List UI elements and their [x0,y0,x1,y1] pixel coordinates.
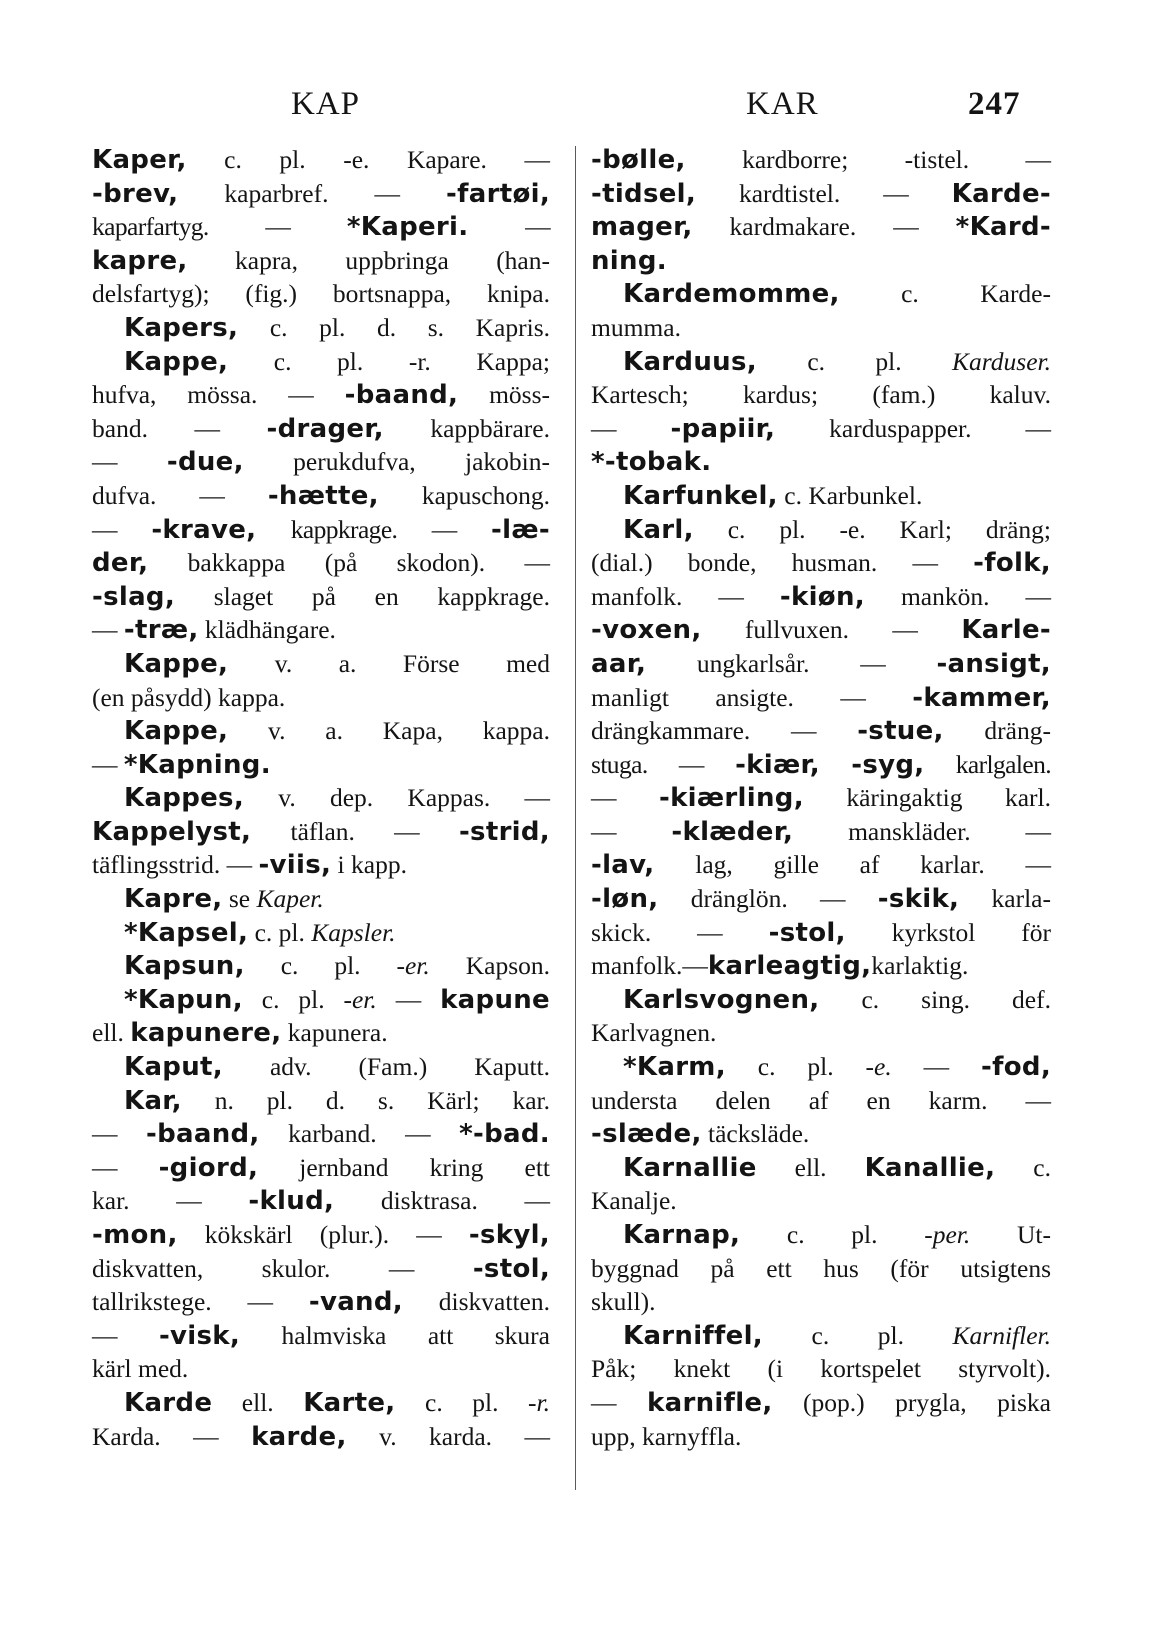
definition-text: Kanalje. [591,1186,677,1216]
headword: ning. [591,245,667,276]
entry-line [92,1285,550,1319]
headword: -fartøi, [446,178,550,209]
headword: Kaput, [124,1052,223,1083]
entry-line [92,143,550,177]
definition-text: — [891,1052,982,1082]
entry-line [591,882,1051,916]
definition-text: — [376,984,441,1014]
italic-text: Karduser. [952,346,1051,376]
definition-text: perukdufva, jakobin- [243,447,550,477]
definition-text: bakkappa (på skodon). — [148,548,550,578]
definition-text: — [92,514,152,544]
headword: der, [92,548,149,579]
headword: -klæder, [671,816,794,847]
italic-text: Karnifler. [952,1320,1051,1350]
headword: -fod, [981,1052,1051,1083]
headword: -træ, [123,615,199,646]
italic-text: -per. [924,1220,971,1249]
definition-text: byggnad på ett hus (för utsigtens [591,1253,1051,1283]
definition-text: upp, karnyffla. [591,1421,742,1451]
definition-text: c. pl. [248,917,312,947]
definition-text: kökskärl (plur.). — [177,1220,469,1249]
definition-text: c. sing. def. [819,984,1051,1014]
headword: Karnap, [623,1220,741,1250]
definition-text: manligt ansigte. — [591,682,913,712]
headword: -kiærling, [658,783,804,814]
definition-text: diskvatten. [402,1287,550,1317]
headword: Kappe, [124,716,229,747]
entry-line [591,345,1051,379]
italic-text: -e. [865,1052,892,1082]
definition-text: ell. [92,1018,131,1048]
definition-text: c. pl. [740,1220,925,1249]
headword: *-tobak. [591,447,712,478]
headword: kapre, [92,245,188,276]
entry-line [591,983,1051,1017]
headword: *Karm, [623,1052,726,1083]
entry-line [92,949,550,983]
headword: Karfunkel, [623,480,778,511]
entry-line [591,311,1051,345]
entry-line [591,1016,1051,1050]
entry-line [92,882,550,916]
entry-line [92,445,550,479]
entry-line [591,1252,1051,1286]
headword: -kiær, [735,749,820,780]
definition-text: Karlvagnen. [591,1018,717,1048]
right-column [591,143,1051,1453]
entry-line [591,378,1051,412]
headword: -stol, [768,917,846,948]
headword: -stue, [857,716,944,747]
headword: *Kapning. [123,749,271,780]
definition-text: v. karda. — [346,1421,550,1451]
definition-text: — [92,1320,159,1350]
entry-line [591,1184,1051,1218]
entry-line [92,983,550,1017]
headword: Karl, [623,514,694,545]
entry-line [92,647,550,681]
headword: karde, [251,1421,347,1452]
definition-text: ell. [212,1387,304,1417]
definition-text: v. a. Kapa, kappa. [228,716,550,746]
entry-line [591,244,1051,278]
italic-text: Kaper. [256,884,324,914]
entry-line [92,613,550,647]
headword: -klud, [248,1186,335,1217]
definition-text: — [92,1152,159,1182]
definition-text: kärl med. [92,1354,189,1384]
headword: aar, [591,648,647,679]
entry-line [591,1285,1051,1319]
entry-line [591,815,1051,849]
definition-text: mumma. [591,312,681,342]
entry-line [92,1184,550,1218]
definition-text: fullvuxen. — [701,615,962,645]
entry-line [92,781,550,815]
definition-text: c. [995,1152,1051,1182]
definition-text: mankön. — [864,581,1051,611]
entry-line [92,1218,550,1252]
definition-text: c. pl. -r. Kappa; [228,346,550,376]
entry-line [591,1319,1051,1353]
entry-line [92,546,550,580]
definition-text: dränglön. — [658,884,878,914]
definition-text: klädhängare. [198,615,336,645]
headword: Kappe, [124,648,229,679]
entry-line [92,1050,550,1084]
entry-line [92,277,550,311]
definition-text: manfolk. — [591,581,780,611]
entry-line [92,412,550,446]
definition-text: dräng- [943,716,1051,746]
entry-line [591,916,1051,950]
definition-text: v. a. Förse med [228,648,550,678]
headword: Kapre, [124,884,223,915]
entry-line [591,1386,1051,1420]
headword: Kar, [124,1085,182,1116]
headword: Kapsun, [124,951,245,982]
entry-line [591,848,1051,882]
entry-line [92,1151,550,1185]
entry-line [591,1420,1051,1454]
entry-line [92,1252,550,1286]
entry-line [92,479,550,513]
entry-line [591,546,1051,580]
italic-text: -er. [343,984,377,1014]
entry-line [591,1218,1051,1252]
entry-line [92,177,550,211]
headword: -strid, [458,816,550,847]
definition-text: — [92,749,124,779]
headword: kapune [440,984,550,1015]
headword: -kiøn, [779,581,865,612]
definition-text: — [92,447,167,477]
definition-text: (dial.) bonde, husman. — [591,548,974,578]
headword: *Kaperi. [346,212,469,243]
entry-line [591,580,1051,614]
entry-line [591,513,1051,547]
definition-text: karla- [959,884,1051,914]
headword: Kapers, [124,312,239,343]
headword: *Kapun, [124,984,243,1015]
headword: -due, [166,447,244,478]
entry-line [591,412,1051,446]
definition-text: n. pl. d. s. Kärl; kar. [181,1085,550,1115]
headword: -lav, [591,850,655,881]
entry-line [591,1050,1051,1084]
definition-text: Påk; knekt (i kortspelet styrvolt). [591,1354,1051,1384]
definition-text: manfolk.— [591,951,708,981]
entry-line [92,378,550,412]
entry-line [92,1386,550,1420]
definition-text: Kapson. [429,951,550,981]
headword: -stol, [472,1253,550,1284]
entry-line [591,445,1051,479]
headword: -kammer, [912,682,1051,713]
definition-text: kapuschong. [378,480,550,510]
italic-text: Kapsler. [311,917,396,947]
definition-text: käringaktig karl. [803,783,1051,813]
entry-line [591,1084,1051,1118]
entry-line [591,714,1051,748]
headword: -baand, [146,1119,260,1150]
entry-line [92,311,550,345]
headword: -tidsel, [591,178,697,209]
page-number: 247 [968,86,1021,122]
entry-line [92,1352,550,1386]
definition-text: karband. — [259,1119,460,1149]
entry-line [92,345,550,379]
definition-text: kappkrage. — [256,514,492,544]
definition-text: skick. — [591,917,769,947]
headword: -slæde, [591,1119,702,1150]
definition-text: manskläder. — [793,816,1051,846]
entry-line [92,681,550,715]
definition-text: c. pl. [756,346,953,376]
entry-line [92,815,550,849]
entry-line [591,781,1051,815]
entry-line [92,714,550,748]
headword: mager, [591,212,693,243]
headword: Karle- [961,615,1051,646]
definition-text: c. pl. [244,951,397,981]
entry-line [92,748,550,782]
definition-text: c. pl. [395,1387,529,1417]
definition-text: möss- [458,380,550,410]
headword: -ansigt, [936,648,1051,679]
entry-line [92,1319,550,1353]
definition-text: jernband kring ett [258,1152,550,1182]
headword: Kappes, [124,783,245,814]
headword: -løn, [591,884,659,915]
definition-text: stuga. — [591,749,736,779]
definition-text: Karda. — [92,1421,252,1451]
entry-line [591,613,1051,647]
running-head-right: KAR [746,86,819,122]
entry-line [92,916,550,950]
definition-text: v. dep. Kappas. — [244,783,550,813]
definition-text: — [591,816,672,846]
headword: -bølle, [591,145,686,175]
definition-text: c. Karde- [839,279,1051,309]
definition-text: — [591,1387,648,1417]
entry-line [591,949,1051,983]
definition-text: skull). [591,1287,656,1317]
entry-line [591,748,1051,782]
definition-text: understa delen af en karm. — [591,1085,1051,1115]
headword: karleagtig, [707,951,872,982]
headword: -læ- [491,514,550,545]
headword: -mon, [92,1220,178,1250]
entry-line [92,244,550,278]
definition-text: c. pl. -e. Kapare. — [186,145,550,174]
headword: -skyl, [468,1220,550,1250]
headword: Kanallie, [864,1152,996,1183]
headword: Karduus, [623,346,757,377]
italic-text: -er. [396,951,430,981]
entry-line [591,143,1051,177]
definition-text: lag, gille af karlar. — [654,850,1051,880]
definition-text: Kartesch; kardus; (fam.) kaluv. [591,380,1051,410]
headword: -drager, [266,413,384,444]
definition-text: kardmakare. — [692,212,956,242]
left-column [92,143,550,1453]
headword: Karte, [303,1387,396,1418]
definition-text: drängkammare. — [591,716,858,746]
definition-text: kapra, uppbringa (han- [187,245,550,275]
definition-text: karduspapper. — [775,413,1051,443]
entry-line [591,479,1051,513]
italic-text: -r. [528,1387,550,1417]
definition-text: c. pl. [762,1320,953,1350]
definition-text: — [92,1119,147,1149]
definition-text: adv. (Fam.) Kaputt. [222,1052,550,1082]
headword: *Kard- [955,212,1051,243]
definition-text: kapunera. [281,1018,388,1048]
entry-line [591,210,1051,244]
definition-text: band. — [92,413,267,443]
headword: -folk, [973,548,1051,579]
definition-text: c. pl. d. s. Kapris. [238,312,550,342]
entry-line [591,647,1051,681]
entry-line [92,848,550,882]
headword: -voxen, [591,615,702,646]
headword: -skik, [877,884,960,915]
definition-text: kaparfartyg. — [92,212,347,242]
definition-text: — [591,783,659,813]
headword: -brev, [92,178,179,209]
column-divider [575,146,577,1490]
definition-text: kaparbref. — [178,178,447,208]
definition-text: hufva, mössa. — [92,380,345,410]
definition-text: c. pl. -e. Karl; dräng; [693,514,1051,544]
headword: -baand, [344,380,459,411]
entry-line [591,681,1051,715]
headword: -syg, [851,749,925,780]
headword: Karde [124,1387,213,1418]
definition-text [820,750,851,779]
definition-text: slaget på en kappkrage. [175,581,550,611]
running-head-left: KAP [291,86,361,122]
definition-text: täcksläde. [701,1119,810,1149]
entry-line [92,210,550,244]
definition-text: kar. — [92,1186,249,1216]
entry-line [591,277,1051,311]
headword: -giord, [158,1152,259,1183]
definition-text: kardtistel. — [696,178,952,208]
definition-text: delsfartyg); (fig.) bortsnappa, knipa. [92,279,550,309]
definition-text: halmviska att skura [240,1320,550,1350]
definition-text: kardborre; -tistel. — [685,145,1051,174]
headword: -slag, [92,581,176,612]
headword: *Kapsel, [124,917,249,948]
definition-text: disktrasa. — [334,1186,550,1216]
definition-text: täflingsstrid. — [92,850,259,880]
definition-text: (pop.) prygla, piska [772,1387,1051,1417]
entry-line [92,513,550,547]
definition-text: kappbärare. [383,413,550,443]
headword: kapunere, [130,1018,282,1049]
definition-text: karlaktig. [871,951,969,981]
entry-line [92,1420,550,1454]
entry-line [92,1117,550,1151]
definition-text: c. pl. [725,1052,866,1082]
definition-text: c. Karbunkel. [777,480,923,510]
headword: karnifle, [647,1387,773,1418]
definition-text: se [222,884,257,914]
headword: Karnallie [623,1152,757,1183]
headword: Kappe, [124,346,229,377]
entry-line [591,177,1051,211]
definition-text: karlgalen. [924,749,1051,779]
definition-text: ungkarlsår. — [646,648,937,678]
headword: Kappelyst, [92,816,252,847]
headword: -vand, [308,1287,403,1318]
definition-text: — [92,615,124,645]
definition-text: tallrikstege. — [92,1287,309,1317]
definition-text: c. pl. [242,984,344,1014]
headword: Karniffel, [623,1320,763,1351]
entry-line [92,580,550,614]
headword: -visk, [158,1320,241,1351]
entry-line [591,1117,1051,1151]
headword: Karde- [951,178,1051,209]
headword: Kardemomme, [623,279,840,310]
headword: -viis, [258,850,332,881]
definition-text: (en påsydd) kappa. [92,682,286,712]
entry-line [591,1352,1051,1386]
definition-text: kyrkstol för [845,917,1051,947]
definition-text: — [591,413,671,443]
headword: -papiir, [670,413,776,444]
headword: *-bad. [459,1119,550,1150]
definition-text: i kapp. [331,850,407,880]
headword: Karlsvognen, [623,984,820,1015]
definition-text: — [468,212,550,242]
definition-text: täflan. — [251,816,459,846]
entry-line [591,1151,1051,1185]
entry-line [92,1016,550,1050]
entry-line [92,1084,550,1118]
definition-text: diskvatten, skulor. — [92,1253,473,1283]
headword: -krave, [151,514,257,545]
definition-text: ell. [756,1152,865,1182]
headword: Kaper, [92,145,187,175]
definition-text: Ut- [970,1220,1051,1249]
headword: -hætte, [267,480,379,511]
definition-text: dufva. — [92,480,268,510]
